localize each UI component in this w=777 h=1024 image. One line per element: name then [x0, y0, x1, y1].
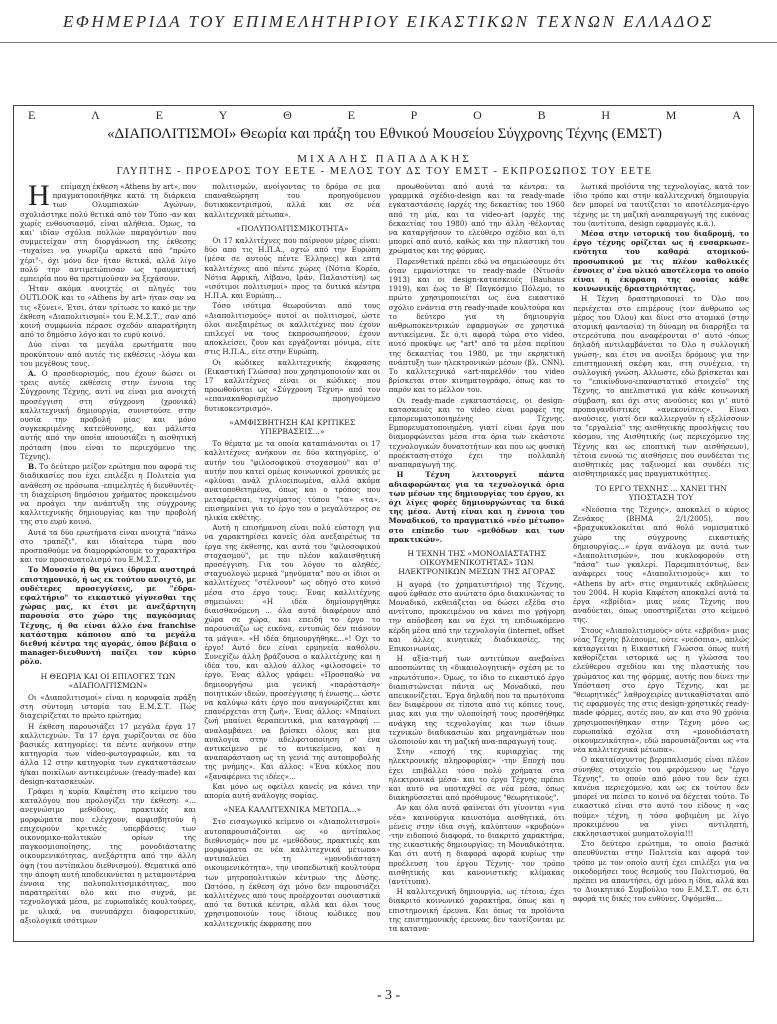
article-columns — [20, 182, 749, 937]
article-frame — [13, 105, 754, 942]
column-heading-letter: Θ — [283, 108, 292, 122]
paragraph: Αυτά τα δύο ερωτήματα είναι ανοιχτά "πάνω στο τραπέζι", και ιδιαίτερα τώρα που προσπαθούμε να διαμορφώσουμε το χαρακτήρα και τον προσανατολισμό του Ε.Μ.Σ.Τ. — [20, 527, 196, 565]
subheading: Η ΘΕΩΡΙΑ ΚΑΙ ΟΙ ΕΠΙΛΟΓΕΣ ΤΩΝ «ΔΙΑΠΟΛΙΤΙΣΜΩΝ» — [40, 671, 176, 690]
article-title: «ΔΙΑΠΟΛΙΤΙΣΜΟΙ» Θεωρία και πράξη του Εθνικού Μουσείου Σύγχρονης Τέχνης (ΕΜΣΤ) — [107, 126, 662, 142]
column-heading-letter: Ε — [347, 108, 355, 122]
paragraph: Παρενθετικά πρέπει εδώ να σημειώσουμε ότι όταν εμφανίστηκε το ready-made (Ντυσάν 1913) και οι design-κατασκευές (Bauhaus 1919), και έως το Β' Παγκόσμιο Πόλεμο, το πρώτο χρησιμοποιείται ως ένα εικαστικό σχόλιο ενάντια στη ready-made κουλτούρα και το δεύτερο για τη δημιουργία ανθρωποκεντρικών εφαρμογών σε χρηστικά αντικείμενα. Σε ό,τι αφορά τώρα στο video, αυτό προκύψε ως "art" από τα μέσα περίπου της δεκαετίας του 1980, με την εκρηκτική ανάπτυξη των ηλεκτρονικών μέσων (βλ. CNN). Το καλλιτεχνικό «art-παρελθόν του video βρίσκεται στον κινηματογράφο, όπως και το παρόν και το μέλλον του. — [388, 256, 565, 395]
paragraph: Τόσο ισότιμα θεωρούνται από τους «Διαπολιτισμούς» αυτοί οι πολιτισμοί, ώστε όλοι ανεξαιρέτως οι καλλιτέχνες που έχουν επιλεγεί να τους εκπροσωπήσουν, έχουν αποκλείσει, ζουν και εργάζονται μόνιμα, είτε στις Η.Π.Α., είτε στην Ευρώπη. — [204, 301, 381, 357]
subheading: ΤΟ ΕΡΓΟ ΤΕΧΝΗΣ ... ΧΑΝΕΙ ΤΗΝ ΥΠΟΣΤΑΣΗ ΤΟΥ — [595, 483, 727, 502]
column-heading-letter: Υ — [218, 108, 228, 122]
author-role: ΓΛΥΠΤΗΣ - ΠΡΟΕΔΡΟΣ ΤΟΥ ΕΕΤΕ - ΜΕΛΟΣ ΤΟΥ ΔΣ ΤΟΥ ΕΜΣΤ - ΕΚΠΡΟΣΩΠΟΣ ΤΟΥ ΕΕΤΕ — [116, 166, 653, 177]
paragraph: Η καλλιτεχνική δημιουργία, ως τέτοια, έχει διακριτό κοινωνικό χαρακτήρα, όπως και η επιστημονική έρευνα. Και όπως τα προϊόντα της επιστημονικής έρευνας δεν ταυτίζονται με τα κατανα- — [388, 887, 565, 934]
paragraph: Το θέματα με τα οποία καταπιάνονται οι 17 καλλιτέχνες ανήκουν σε δύο κατηγορίες, ο' αυτήν του "φιλοσοφικού στοχασμού" και σ' αυτήν που κατεί ομέως κοινωνικοί χρονικές με «φλύναι ανάλ χιλιοειπωμένα, αλλά ακόμα ανατοποθετημένα, όπως και ο τρόπος που μεταφέρεται, τεχνίματος τύπου "τα» «τα», επισημαίνει για το έργο του ο μεγαλύτερος σε ηλικία εκθέτης. — [204, 439, 381, 522]
article-author: ΜΙΧΑΛΗΣ ΠΑΠΑΔΑΚΗΣ — [297, 153, 472, 165]
column-heading-letter: Ρ — [410, 108, 418, 122]
paragraph: Στην «εποχή της κυριαρχίας της ηλεκτρονικής πληροφορίας» -την Εποχή που έχει επιβάλλει τόσο πολύ χρήματα στα ηλεκτρονικά μέσα- και το έργο Τέχνης πρέπει και αυτό να υποταχθεί σε νέα μέσα, όπως διακηρύσσεται από πρόθυμους "θεωρητικούς". — [388, 747, 565, 803]
article-column-3 — [389, 182, 565, 937]
paragraph-lead: Α. — [28, 369, 37, 379]
page-number: - 3 - — [376, 988, 401, 1003]
paragraph: Στο εισαγωγικό κείμενο οι «Διαπολιτισμοί» αυτοπαρουσιάζονται ως «ο αντίπαλος διεθνισμός» που με «μεθόδους, πρακτικές και μορφώματα σε νέα καλλιτεχνικά μέτωπα» αντιπαλεύει τη «μονοδιάστατη οικουμενικότητα», την ισοπεδωτική κουλτούρα των μητροπολιτικών κέντρων της Δύσης. Ωστόσο, η έκθεση όχι μόνο δεν παρουσιάζει καλλιτέχνες από τους προέρχονται ουσιαστικά από τα δυτικά κέντρα, αλλά και όλοι τους χρησιμοποιούν τους ίδιους κώδικες που καλλιτεχνικής έκφρασης που — [204, 817, 381, 928]
paragraph-bold: Μέσα στην ιστορική του διαδρομή, το έργο τέχνης ορίζεται ως ή ενσαρκωσε-ενότητα του καθαρά ατομικού-προσωπικού με τις πλέον καθολικές έννοιες σ' ένα υλικό αποτέλεσμα το οποίο είναι η έκφραση της ουσίας κάθε κοινωνικής δραστηριότητας. — [572, 229, 749, 294]
paragraph: Οι «Διαπολιτισμοί» είναι η κορυφαία πράξη στη σύντομη ιστορία του Ε.Μ.Σ.Τ. Πώς διαχειρίζεται το πρώτο ερώτημα; — [20, 692, 196, 721]
paragraph-lead: Β. — [28, 462, 37, 472]
paragraph-text: Το δεύτερο μείζον ερώτημα που αφορά τις διαδικασίες που έχει επιλέξει η Πολιτεία για ανάθεση σε πρόσωπα -επιμελητές ή διευθυντές- τη διαχείριση δημόσιου χρήματος προκειμένου να προάγει την ανάπτυξη της σύγχρονης καλλιτεχνικής δημιουργίας και την προβολή της στο ευρύ κοινό. — [20, 462, 196, 527]
paragraph: Η αγορά (το χρηματιστήριο) της Τέχνης, αφού έφθασε στο ανώτατο όριο διακινώντας το Μοναδικό, εκθειάζεται να δώσει εξέδα στο αντίτυπο, προκειμένου να κάνει πιο γρήγορη την απόσβεση και να έχει τη επιδιωκόμενο κέρδη μέσα από την τεχνολογία (internet, offset και άλλες κινητικές διαδικασίες, της Επικοινωνίας. — [388, 579, 565, 653]
paragraph: «Νεόσπια της Τέχνης», αποκαλεί ο κύριος Ζενάκος (ΒΗΜΑ 2/1/2005), που «βραχυκυκλοκείται από θολό νομισματικό χώρο της σύγχρονης εικαστικής δημιουργίας...» έργα ανάλογα με αυτά των «Διαπολιτισμών», που κυκλοφορούν στη "πάσα" των γκαλερί. Παρεμπιπτόντως, δεν ανάφερει τους «Διαπολιτισμούς» και το «Athens by art» στις σημαντικές εκδηλώσεις του 2004. Η κυρία Καφέτση αποκαλεί αυτά τα έργα «εβρίδια» μιας νέας Τέχνης που αναδύεται, όπως υποστηρίζεται στο κείμενό της. — [572, 504, 749, 625]
paragraph: Στους «Διαπολιτισμούς» ούτε «εβρίδια» μιας νέας Τέχνης βλέπουμε, ούτε «νεόσπια», απλώς καταργείται η Εικαστική Γλώσσα όπως αυτή καθορίζεται ιστορικά ως η γλώσσα του ελεύθερου σχεδίου και της πλαστικής του χρώματος και της φόρμας, αυτής που δίνει την Υπόσταση στο έργο Τέχνης, και με "θεωρητικές" λαθροχειρίες αντικαθίσταται από τις εφαρμογές της στις design-χρηστικές ready-made φόρμες, αυτές που, αν και στο 90 χρόνια χρησιμοποιήθηκαν στην Τέχνη μόνο ως ευρωπαϊκά σχόλια στη «μονοδιάστατη οικουμενικότητα», εδώ παρουσιάζονται ως «τα νέα καλλιτεχνικά μέτωπα». — [572, 625, 749, 755]
paragraph: Η αξία-τιμή των αντιτύπων ανεβαίνει αποσπώντας τη «δικαιολογητική» σχέση με το «πρωτότυπο». Όμως, το ίδιο το εικαστικό έργο διαπιστώνεται πάντα ως Μοναδικό, που απεικονίζεται. Έργα δηλαδή που τα πρωτότυπα δεν διαφέρουν σε τίποτα από τις κόπιες τους, μιας και για την υλοποίησή τους προσθήθηκε ανάγκη της τεχνολογίας και των ίδιων τεχνικών διαδικασιών και μηχανημάτων που υλοποιούν και τη μαζική ανα-παραγωγή τους. — [388, 654, 565, 746]
paragraph-bold: Η Τέχνη λειτουργεί πάντα αδιαφορώντας για τα τεχνολογικά όρια των μέσων της δημιουργίας του έργου, κι όχι λίγες φορές δημιουργώντας τα δικά της μέσα. Αυτή είναι και η έννοια του Μοναδικού, το πραγματικό «νέο μέτωπο» στο επίπεδο των «μεθόδων και των πρακτικών». — [388, 470, 565, 544]
drop-cap: Η — [28, 182, 50, 212]
paragraph: λωτικά προϊόντα της τεχνολογίας, κατά τον ίδιο τρόπο και στην καλλιτεχνική δημιουργία δεν μπορεί να ταυτίζεται το αποτέλεσμα-έργο τέχνης με τη μαζική αναπαραγωγή της εικόνας του (αντίτυπα, design εφαρμογές κ.ά.). — [572, 182, 749, 228]
subheading: «ΑΜΦΙΣΒΗΤΗΣΗ ΚΑΙ ΚΡΙΤΙΚΕΣ ΥΠΕΡΒΑΣΕΙΣ...» — [229, 417, 356, 437]
column-heading — [14, 108, 754, 123]
article-column-4 — [573, 182, 749, 937]
subheading: Η ΤΕΧΝΗ ΤΗΣ «ΜΟΝΟΔΙΑΣΤΑΤΗΣ ΟΙΚΟΥΜΕΝΙΚΟΤΗΤΑΣ» ΤΩΝ ΗΛΕΚΤΡΟΝΙΚΩΝ ΜΕΣΩΝ ΤΗΣ ΑΓΟΡΑΣ — [398, 548, 556, 577]
paragraph: Γράφει η κυρία Καφέτση στο κείμενο του καταλόγου που προλογίζει την έκθεση: «... ανεγνώσιμο μεθόδους, πρακτικές και μορφώματα που ελέγχουν, αμφισβητούν ή επιχειρούν κριτικές υπερβάσεις των οικονομικο-πολιτικών ορίων της παγκοσμιοποίησης, της μονοδιάστατης οικουμενικότητας, ανεξάρτητα από την άλλη όψη (του αντίπαλου διεθνισμού). Θεματικά από την άποψη αυτή αποδεικνύεται η μεταμοντέρνα έννοια της πολυπολιτισμικότητας, που παρατηρείται ολο και πιο συχνά, με τεχνολογικά μέσα, με ευρωπαϊκές κουλτούρες, με υλικά, να συνυπάρχει διαφορετικών, αξιολογικά ισότιμων — [20, 787, 196, 925]
article-column-1 — [20, 182, 196, 937]
header-rule — [0, 42, 777, 43]
column-heading-letter: Α — [732, 108, 741, 122]
paragraph-bold: Το Μουσείο ή θα γίνει ίδρυμα αυστηρά επιστημονικό, ή ως εκ τούτου ανοιχτό, με ουδέτερες προσεγγίσεις, με "έδρα-εφαλτήριο" το εικαστικό γίγνεσθαι της χώρας μας, κι έτσι με ανεξάρτητη παρουσία στο χώρο της παγκόσμιας Τέχνης, ή θα είναι άλλο ένα franchise κατάστημα κάποιου από τα μεγάλα διεθνή κέντρα της αγοράς, όπου βέβαια ο manager-διευθυντή παίζει τον κύριο ρόλο. — [20, 565, 196, 667]
paragraph: Δύο είναι τα μεγάλα ερωτήματα που προκύπτουν από αυτές τις εκθέσεις -λόγω και του μεγέθους τους. — [20, 340, 196, 368]
paragraph: Αν και όλα αυτά φαίνεται ότι γίνονται «για νέα» καινούργια καινοτόμα αισθητικά, ότι μένεις στην ίδια σιγή, καλύπτουν «κρυβούν» -την ειδοποιό διαφορά, το διακριτό χαρακτήρα, της εικαστικής δημιουργίας: τη Μοναδικότητα. Και ότι αυτή η διαφορά αφορά κυρίως την προέλευση του έργου Τέχνης- τον τρόπο αισθητικής και κανονιστικής κλίμακας (αντίτυπα). — [388, 803, 565, 887]
column-heading-letter: Η — [601, 108, 611, 122]
paragraph — [20, 462, 196, 526]
paragraph: Ήταν ακόμα ανοιχτές οι πληγές του OUTLOOK και το «Athens by art» ήταν σαν να τις «ξύνει». Έτσι, όταν τρίτωσε το κακό με την έκθεση «Διαπολιτισμοί» του Ε.Μ.Σ.Τ., σαν από κοινή συμφωνία πέρασε σχεδόν απαρατήρητη από το δημόσιο λόγο και το ευρύ κοινό. — [20, 284, 196, 340]
newspaper-header: ΕΦΗΜΕΡΙΔΑ ΤΟΥ ΕΠΙΜΕΛΗΤΗΡΙΟΥ ΕΙΚΑΣΤΙΚΩΝ ΤΕΧΝΩΝ ΕΛΛΑΔΟΣ — [63, 12, 714, 31]
paragraph: Οι κώδικες καλλιτεχνικής έκφρασης (Εικαστική Γλώσσα) που χρησιμοποιούν και οι 17 καλλιτέχνες είναι οι κώδικες που προωθούνται ως «Σύγχρονη Τέχνη» από τον «επανακαθορισμένο προηγούμενο δυτικοκεντρισμό». — [204, 357, 381, 413]
subheading: «ΠΟΛΥΠΟΛΙΤΙΣΜΙΚΟΤΗΤΑ» — [236, 223, 349, 233]
article-column-2 — [204, 182, 380, 937]
paragraph: προωθούνται από αυτά τα κέντρα: τα γραμμικά σχέδιο-design και τα ready-made εγκαταστάσεις (αρχές της δεκαετίας του 1960 από τη μία, και τα video-art (αρχές της δεκαετίας του 1980) από την άλλη -θέλοντας να καταργήσουν το ελεύθερο σχέδιο και ό,τι μπορεί από αυτό, καθώς και την πλαστική του χρώματος και της φόρμας. — [388, 182, 565, 256]
column-heading-letter: Λ — [91, 108, 100, 122]
paragraph-text: επίμαχη έκθεση «Athens by art», που πραγματοποιήθηκε κατά τη διάρκεια των Ολυμπιακών Αγώνων, σχολιάστηκε πολύ θετικά από τον Τύπο -αν και χωρίς ενθουσιασμό, είναι αλήθεια. Όμως, τα και' ιδίαν σχόλια πολλών παραγόντων που συμμετείχαν στη διοργάνωση της έκθεσης -τυχαίνει να γνωρίζω αρκετά από "πρώτο χέρι"-, όχι μόνο δεν ήταν θετικά, αλλά λίγο πολύ την αντιμετώπισαν ως τραυματική εμπειρία που θα προτιμούσαν να ξεχάσουν. — [20, 182, 196, 284]
paragraph-text: Ο προσδιορισμός, που έχουν δώσει οι τρεις αυτές εκθέσεις στην έννοια της Σύγχρονης Τέχνης, αντί να είναι μια ανοιχτή προσέγγιση στη σύγχρονη (χρονικά) καλλιτεχνική δημιουργία, συνιστούσε στην ουσία την προβολή μίας και μόνο συγκεκριμένης κατεύθυνσης, και μάλιστα αυτής από την οποία απουσιάζει η αισθητική πρόταση (που είναι το περιεχόμενο της Τέχνης). — [20, 369, 196, 461]
column-heading-letter: Ε — [28, 108, 36, 122]
paragraph: Η έκθεση παρουσιάζει 17 μεγάλα έργα 17 καλλιτεχνών. Τα 17 έργα χωρίζονται σε δύο βασικές κατηγορίες: τα πέντε ανήκουν στην κατηγορία των video-φωτογραφιών, και τα άλλα 12 στην κατηγορία των εγκαταστάσεων ή/και ποικίλων αντικειμένων (ready-made) και design-κατασκευών. — [20, 721, 196, 786]
paragraph: Στο δεύτερο ερώτημα, το οποίο βασικά απευθύνεται στην Πολιτεία και αφορά τον τρόπο με τον οποίο αυτή έχει επιλέξει για να οικοδομήσει τους θεσμούς του Πολιτισμού, θα πρέπει να απαντήσει, όχι μόνο η ίδια, αλλά και το Διοικητικό Συμβούλιο του Ε.Μ.Σ.Τ. σε ό,τι αφορά τις δικές του ευθύνες. Όψόμεθα... — [572, 839, 749, 904]
paragraph — [20, 182, 196, 283]
paragraph — [20, 369, 196, 461]
column-heading-letter: Μ — [665, 108, 677, 122]
paragraph: Αυτή η επισήμανση είναι πολύ εύστοχη για να χαρακτηρίσει κανείς όλα ανεξαιρέτως τα έργα της έκθεσης, και αυτά του "φιλοσοφικού στοχασμού", με την πλέον καλαισθητική προσέγγιση. Για του λόγου το αληθές, σταχυολογώ μερικά "μηνύματα" που οι ίδιοι οι καλλιτέχνες "στέλνουν" ως οδηγό στο κοινό μέσα στο έργο τους: Ένας καλλιτέχνης σημειώνει: «Η ιδέα δημίουργηθηκε διαισθανόμενη ... όλα αυτά διαφέρουν από χώρα σε χώρα, και επειδή το έργο το παρουσιάζω ως εικόνα, εντυπώς δεν πιάνουν τα μάγια». «Η ιδέα δημιουργήθηκε...»! Όχι το έργο! Αυτό δεν είναι ερμηνεία καθόλου. Συνεχίζω άλλη βράζουσα ο καλλιτέχνης και η ιδέα του, και αλλού άλλος «φιλοσοφεί» το έργο. Ένας άλλος γράφει: «Προσπαθώ να δημιουργήσω μια γενική «παράσταση» ποιητικών ιδεών, προσέγγισης ή ένωσης... ώστε να καλύψω κάτι έργο που αναγνωρίζεται και επανέρχεται στη ζωή». Ένας άλλος: «Μπαίνει ζωή μπαίνει θεραπευτικά, μια καταγραφή ... αναλαμβάνει να βρίσκει όλους και μια αναλογία στην αδελφοτοποίηση σ' ένα αντικείμενο με το αντικείμενο, και η αναπαράσταση ως τη γενιά της αυτοπροβολής της μνήμης». Και άλλος: «Ένα κύκλος που «ξαναφέρνει τις ιδέες»... — [204, 523, 381, 781]
paragraph: Ο ακαταίσχυντος βερμπαλισμός είναι πλέον σύνηθες στοιχείο του φερόμενου ως "έργο Τέχνης", το οποίο από μόνο του δεν έχει κανένα περιεχόμενο, και ως εκ τούτου δεν μπορεί να πείσει το κοινό να δέχεται τούτο. Το εικαστικό είναι στο αυτό του είδους η «ας πούμε» τέχνη, η τόσο φοβιμένη με λίγο προκειμένου να γίνει αντιληπτή, εκκλησιαστικοί μυηματολογία!!! — [572, 755, 749, 839]
subheading: «ΝΕΑ ΚΑΛΛΙΤΕΧΝΙΚΑ ΜΕΤΩΠΑ...» — [223, 805, 362, 815]
column-heading-letter: Ε — [155, 108, 163, 122]
column-heading-letter: Β — [537, 108, 546, 122]
paragraph: Η Τέχνη δραστηριοποιεί το Όλο που περιέχεται στο επιμέρους (τον άνθρωπο ως μέρος του Όλου) και δίνει στο ατομικό (στην ατομική φαντασία) τη δύναμη να διαρρήξει τα στερεότυπα που αναφέρονται σ' αυτό -όπως δηλαδή αντιλαμβάνεται το Όλο η συλλογική γνώση-, και έτσι να ανοίξει δρόμους για την επιστημονική σκέψη και, στη συνέχεια, τη συλλογική γνώση. Αλλωστε, εδώ βρίσκεται και το "επικίνδυνο-επαναστατικό στοιχείο" της Τέχνης, το απελπιστικό για κάθε κοινωνική σύμβαση, και όχι στις ανούσιες και γι' αυτό προπαγανδιστικές «ανεκονίσεις». Είναι ανούσιες, γιατί δεν καλλιεργούν ή εξελίσσουν τα "εργαλεία" της αισθητικής προσλήψεις του κόσμου, της Αισθητικής (ως περιεχόμενο της Τέχνης και ως εποπτική των αισθήσεων), τέτοια εννοώ τις αισθήσεις που συνδέεται τις αισθητικές μας ταξινομεί και συνδέει τις αισθητηριακές μας πραγματικότητες. — [572, 294, 749, 479]
paragraph: Οι 17 καλλιτέχνες που παίρνουν μέρος είναι: δύο από τις Η.Π.Α., οχτώ από την Ευρώπη (μέσα σε αυτούς πέντε Έλληνες) και επτά καλλιτέχνες από πέντε χώρες (Νότια Κορέα, Νότια Αφρική, Λίβανο, Ιράν, Παλαιστίνη) ως «ισότιμοι πολιτισμοί» προς τα δυτικά κέντρα Η.Π.Α. και Ευρώπη... — [204, 236, 381, 301]
column-heading-letter: Ο — [473, 108, 482, 122]
paragraph: Και μόνο ως οφείλει κανείς να κάνει την απορία αυτή ανάλογης σοφίας. — [204, 781, 381, 800]
paragraph: πολιτισμών, ανοίγοντας το δρόμο σε μια επαναθεώρηση του προηγούμενου δυτικοκεντρισμού, αλλά και σε νέα καλλιτεχνικά μέτωπα». — [204, 182, 381, 219]
paragraph: Οι ready-made εγκαταστάσεις, οι design-κατασκευές και το video είναι μορφές της εμπορευματοποιημένης Τέχνης. Εμπορευματοποιημένη, γιατί είναι έργα που διαμορφώνεται μέσα στα όρια των εκάστοτε τεχνολογικών δυνατοτήτων και που ως φυσική προέκταση-στόχο έχει την πολλαπλή αναπαραγωγή της. — [388, 395, 565, 470]
